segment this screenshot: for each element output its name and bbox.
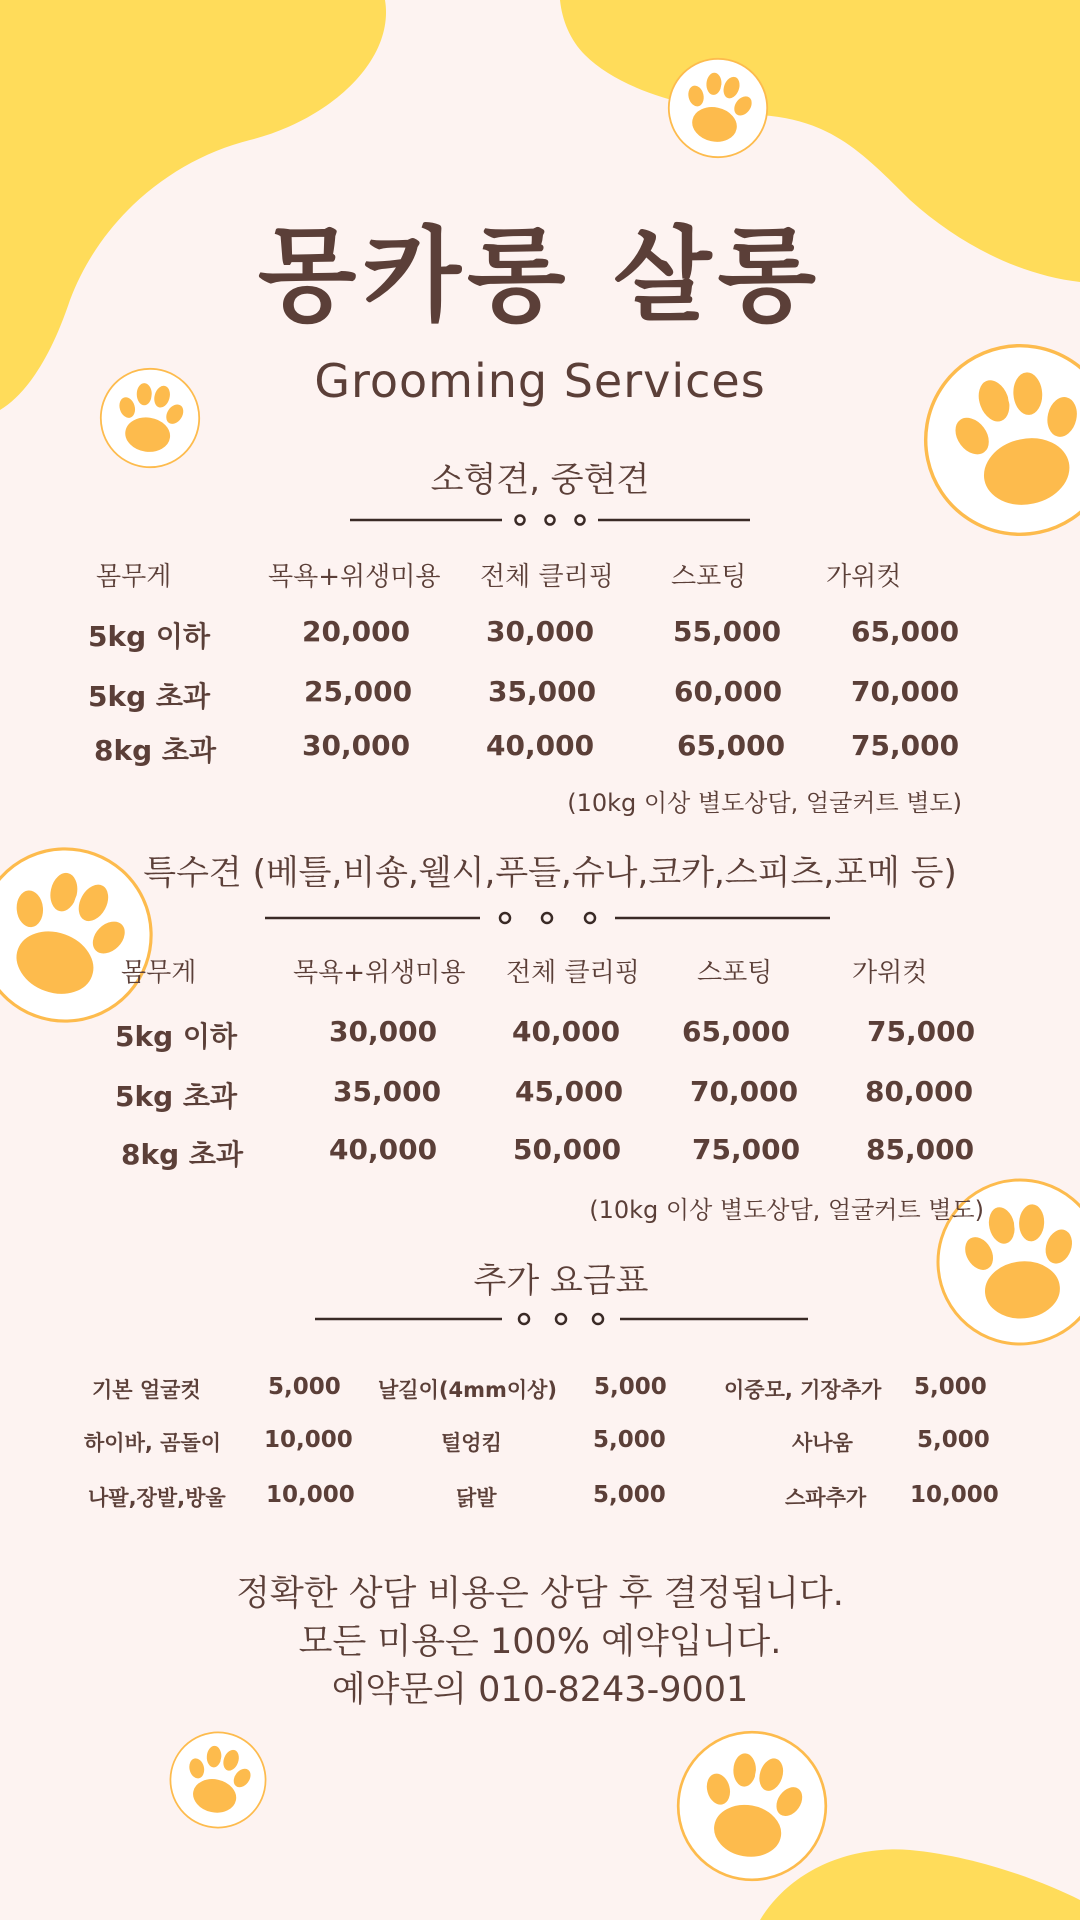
table-row — [0, 615, 1080, 655]
col-bath: 목욕+위생미용 — [268, 562, 441, 592]
extra-row — [0, 1427, 1080, 1467]
price-cell: 65,000 — [677, 729, 786, 762]
col-weight: 몸무게 — [96, 562, 172, 592]
section2-header-row — [0, 952, 1080, 992]
price-cell: 75,000 — [851, 729, 960, 762]
section2-note: (10kg 이상 별도상담, 얼굴커트 별도) — [589, 1196, 984, 1224]
price-cell: 75,000 — [692, 1133, 801, 1166]
price-cell: 35,000 — [333, 1075, 442, 1108]
weight-cell: 8kg 초과 — [94, 734, 216, 767]
divider-section2 — [265, 913, 830, 923]
table-row — [0, 1015, 1080, 1055]
divider-section3 — [315, 1314, 808, 1324]
table-row — [0, 675, 1080, 715]
col-scissor: 가위컷 — [852, 958, 928, 988]
col-bath: 목욕+위생미용 — [293, 958, 466, 988]
price-cell: 30,000 — [302, 729, 411, 762]
price-cell: 40,000 — [486, 729, 595, 762]
price-cell: 30,000 — [329, 1015, 438, 1048]
extra-item-label: 이중모, 기장추가 — [724, 1378, 882, 1402]
price-cell: 35,000 — [488, 675, 597, 708]
extra-item-price: 10,000 — [264, 1427, 353, 1453]
paw-print-icon — [162, 1724, 275, 1837]
paw-print-icon — [667, 1721, 838, 1892]
extra-item-price: 5,000 — [593, 1482, 666, 1508]
section1-title: 소형견, 중현견 — [430, 460, 650, 500]
price-cell: 70,000 — [690, 1075, 799, 1108]
extra-item-label: 날길이(4mm이상) — [378, 1378, 558, 1402]
weight-cell: 5kg 초과 — [115, 1080, 237, 1113]
section2-title: 특수견 (베틀,비숑,웰시,푸들,슈나,코카,스피츠,포메 등) — [143, 853, 957, 893]
col-sporting: 스포팅 — [671, 562, 747, 592]
price-cell: 40,000 — [329, 1133, 438, 1166]
col-clipping: 전체 클리핑 — [480, 562, 614, 592]
extra-item-price: 5,000 — [914, 1374, 987, 1400]
extra-item-price: 10,000 — [266, 1482, 355, 1508]
section3-title: 추가 요금표 — [473, 1261, 649, 1301]
footer-line-consult: 정확한 상담 비용은 상담 후 결정됩니다. — [236, 1574, 844, 1614]
price-cell: 50,000 — [513, 1133, 622, 1166]
footer-line-contact: 예약문의 010-8243-9001 — [331, 1670, 749, 1710]
extra-item-label: 털엉킴 — [441, 1431, 502, 1455]
table-row — [0, 1133, 1080, 1173]
price-cell: 75,000 — [867, 1015, 976, 1048]
yellow-blob-bottom-right — [760, 1849, 1080, 1920]
extra-item-label: 나팔,장발,방울 — [88, 1486, 226, 1510]
section1-header-row — [0, 556, 1080, 596]
price-cell: 65,000 — [682, 1015, 791, 1048]
price-cell: 70,000 — [851, 675, 960, 708]
extra-row — [0, 1374, 1080, 1414]
extra-item-price: 10,000 — [910, 1482, 999, 1508]
price-cell: 40,000 — [512, 1015, 621, 1048]
col-weight: 몸무게 — [121, 958, 197, 988]
page-title: 몽카롱 살롱 — [257, 217, 823, 336]
table-row — [0, 1075, 1080, 1115]
extra-item-label: 기본 얼굴컷 — [92, 1378, 201, 1402]
section1-note: (10kg 이상 별도상담, 얼굴커트 별도) — [567, 789, 962, 817]
footer-line-reservation: 모든 미용은 100% 예약입니다. — [298, 1622, 782, 1662]
extra-item-label: 스파추가 — [785, 1486, 867, 1510]
price-cell: 20,000 — [302, 615, 411, 648]
weight-cell: 5kg 이하 — [115, 1020, 237, 1053]
extra-item-price: 5,000 — [268, 1374, 341, 1400]
extra-item-label: 닭발 — [456, 1486, 497, 1510]
weight-cell: 5kg 이하 — [88, 620, 210, 653]
page-subtitle: Grooming Services — [314, 354, 766, 408]
price-cell: 25,000 — [304, 675, 413, 708]
price-cell: 85,000 — [866, 1133, 975, 1166]
extra-row — [0, 1482, 1080, 1522]
col-clipping: 전체 클리핑 — [506, 958, 640, 988]
price-cell: 60,000 — [674, 675, 783, 708]
extra-item-label: 하이바, 곰돌이 — [84, 1431, 222, 1455]
extra-item-price: 5,000 — [594, 1374, 667, 1400]
divider-section1 — [350, 516, 750, 525]
col-scissor: 가위컷 — [826, 562, 902, 592]
price-cell: 65,000 — [851, 615, 960, 648]
extra-item-price: 5,000 — [593, 1427, 666, 1453]
price-cell: 45,000 — [515, 1075, 624, 1108]
price-cell: 30,000 — [486, 615, 595, 648]
extra-item-price: 5,000 — [917, 1427, 990, 1453]
weight-cell: 8kg 초과 — [121, 1138, 243, 1171]
price-cell: 55,000 — [673, 615, 782, 648]
table-row — [0, 729, 1080, 769]
col-sporting: 스포팅 — [697, 958, 773, 988]
price-cell: 80,000 — [865, 1075, 974, 1108]
weight-cell: 5kg 초과 — [88, 680, 210, 713]
extra-item-label: 사나움 — [792, 1431, 853, 1455]
